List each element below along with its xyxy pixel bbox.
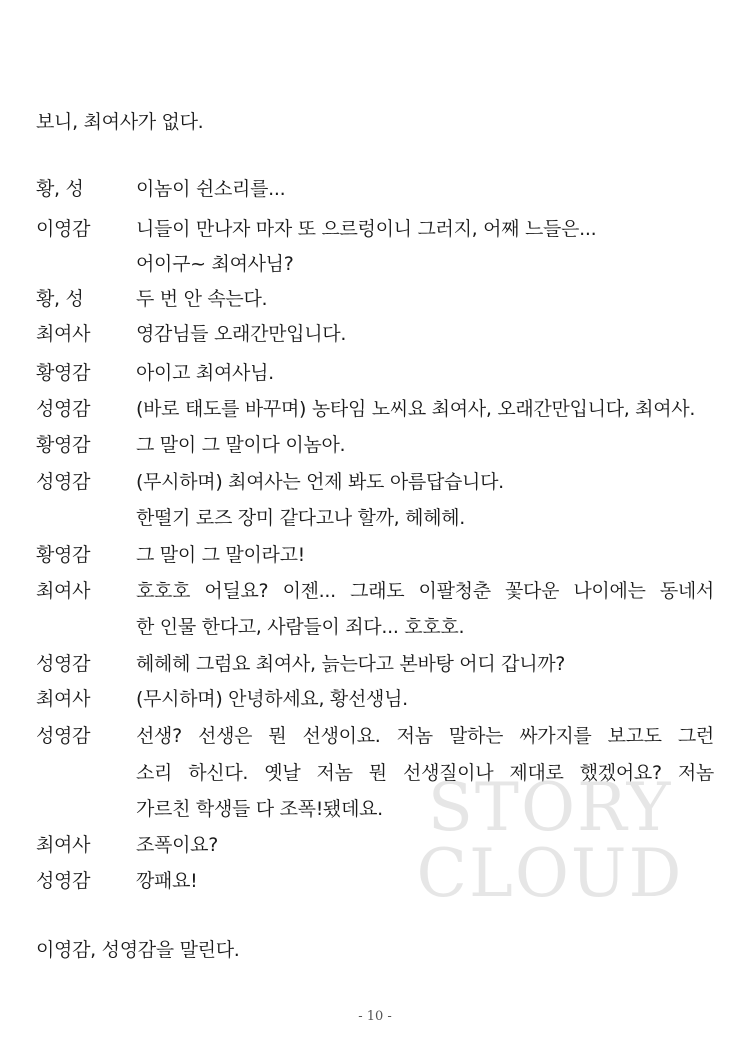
- dialogue-text: 헤헤헤 그럼요 최여사, 늙는다고 본바탕 어디 갑니까?: [136, 653, 566, 675]
- dialogue-text: 어이구~ 최여사님?: [136, 253, 294, 275]
- dialogue-text: (무시하며) 최여사는 언제 봐도 아름답습니다.: [136, 471, 504, 493]
- dialogue-text: 그 말이 그 말이라고!: [136, 544, 305, 566]
- dialogue-text: 깡패요!: [136, 870, 198, 892]
- speaker-name: 이영감: [36, 218, 91, 240]
- dialogue-text: (무시하며) 안녕하세요, 황선생님.: [136, 688, 408, 710]
- speaker-name: 최여사: [36, 688, 91, 710]
- dialogue-text: 영감님들 오래간만입니다.: [136, 323, 347, 345]
- speaker-name: 성영감: [36, 398, 91, 420]
- stage-direction-intro: 보니, 최여사가 없다.: [36, 111, 204, 133]
- dialogue-text: 이놈이 쉰소리를...: [136, 178, 286, 200]
- speaker-name: 성영감: [36, 471, 91, 493]
- dialogue-text: 선생? 선생은 뭔 선생이요. 저놈 말하는 싸가지를 보고도 그런: [136, 725, 714, 747]
- speaker-name: 최여사: [36, 580, 91, 602]
- dialogue-text: 니들이 만나자 마자 또 으르렁이니 그러지, 어째 느들은...: [136, 218, 597, 240]
- speaker-name: 성영감: [36, 653, 91, 675]
- speaker-name: 황, 성: [36, 178, 84, 200]
- stage-direction-outro: 이영감, 성영감을 말린다.: [36, 939, 240, 961]
- dialogue-text: (바로 태도를 바꾸며) 농타임 노씨요 최여사, 오래간만입니다, 최여사.: [136, 398, 696, 420]
- speaker-name: 최여사: [36, 834, 91, 856]
- dialogue-text: 한떨기 로즈 장미 같다고나 할까, 헤헤헤.: [136, 507, 466, 529]
- watermark-line-2: CLOUD: [416, 835, 684, 912]
- speaker-name: 황영감: [36, 362, 91, 384]
- dialogue-text: 소리 하신다. 옛날 저놈 뭔 선생질이나 제대로 했겠어요? 저놈: [136, 762, 714, 784]
- watermark-line-1: STORY: [427, 769, 673, 846]
- page-number: - 10 -: [358, 1009, 392, 1024]
- speaker-name: 황영감: [36, 544, 91, 566]
- dialogue-text: 한 인물 한다고, 사람들이 죄다... 호호호.: [136, 616, 465, 638]
- dialogue-text: 호호호 어딜요? 이젠... 그래도 이팔청춘 꽃다운 나이에는 동네서: [136, 580, 714, 602]
- speaker-name: 성영감: [36, 725, 91, 747]
- speaker-name: 최여사: [36, 323, 91, 345]
- dialogue-text: 조폭이요?: [136, 834, 219, 856]
- story-cloud-watermark: [400, 769, 700, 912]
- speaker-name: 성영감: [36, 870, 91, 892]
- dialogue-text: 그 말이 그 말이다 이놈아.: [136, 434, 346, 456]
- speaker-name: 황, 성: [36, 288, 84, 310]
- speaker-name: 황영감: [36, 434, 91, 456]
- dialogue-text: 가르친 학생들 다 조폭!됐데요.: [136, 798, 383, 820]
- dialogue-text: 아이고 최여사님.: [136, 362, 274, 384]
- dialogue-text: 두 번 안 속는다.: [136, 288, 268, 310]
